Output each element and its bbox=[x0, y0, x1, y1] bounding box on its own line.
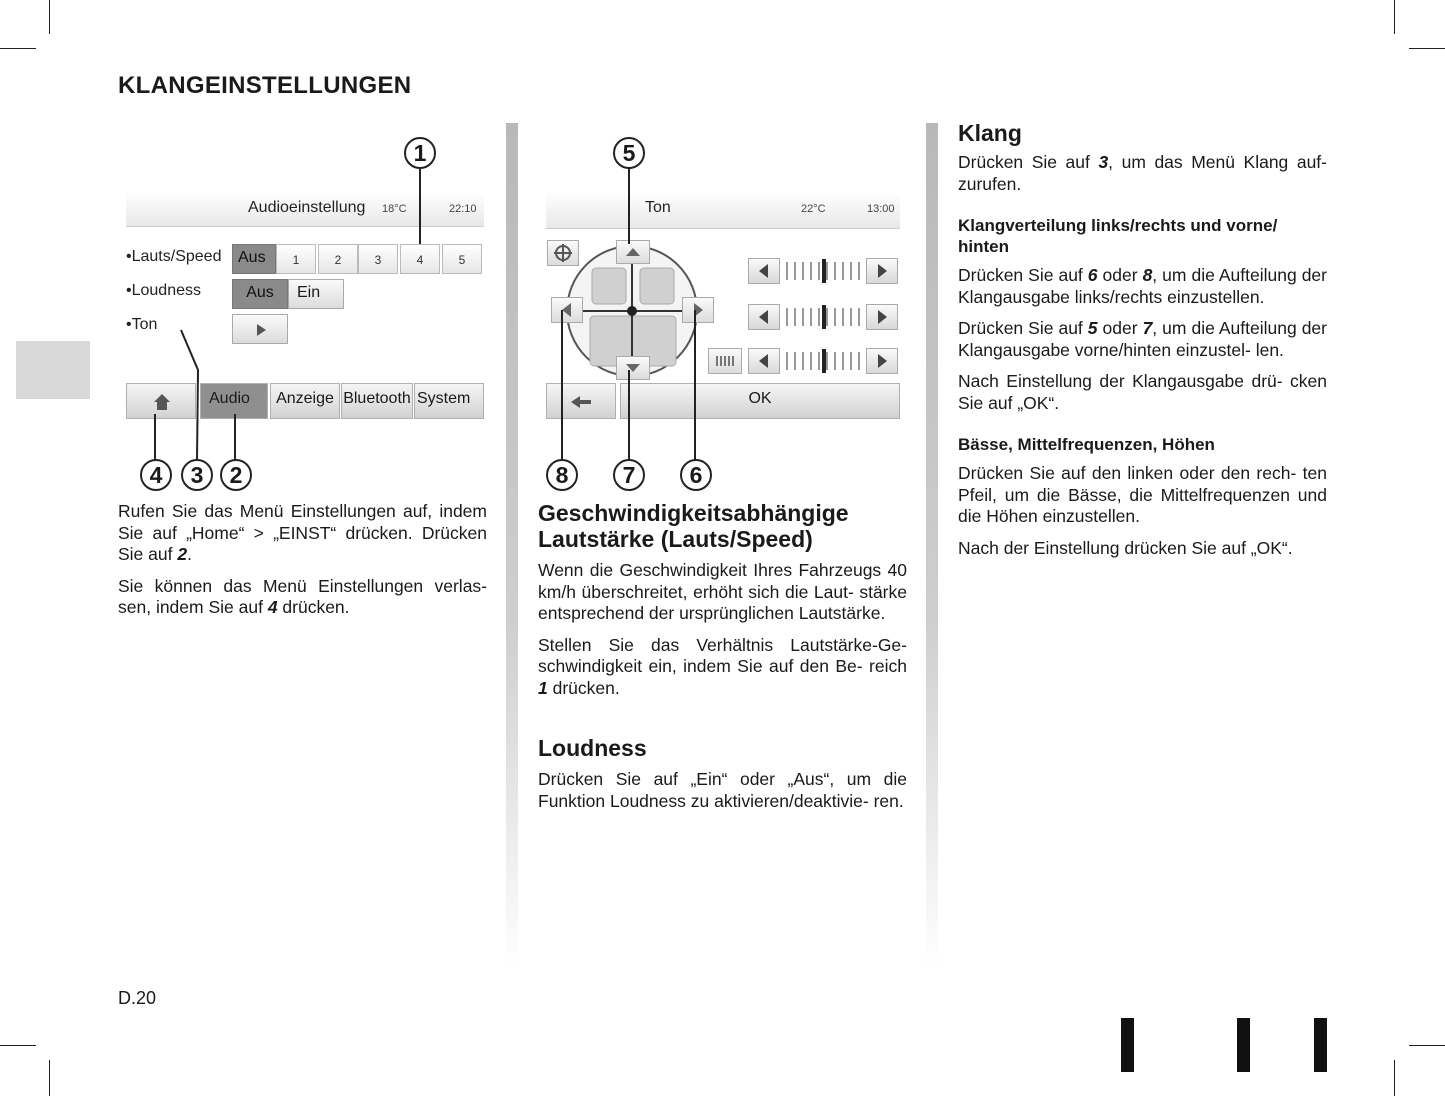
paragraph: Nach Einstellung der Klangausgabe drü- cken Sie auf „OK“. bbox=[958, 371, 1327, 413]
callout-1: 1 bbox=[404, 137, 436, 169]
reference-number: 4 bbox=[267, 597, 278, 617]
text-run: Drücken Sie auf bbox=[958, 152, 1099, 172]
row-label-loudness: •Loudness bbox=[126, 282, 201, 299]
paragraph bbox=[958, 152, 1327, 195]
text-run: , um die Aufteilung der Klangausgabe vorne/hinten einzustel- len. bbox=[958, 318, 1327, 360]
callout-3: 3 bbox=[181, 459, 213, 491]
subheading: Bässe, Mittelfrequenzen, Höhen bbox=[958, 435, 1215, 454]
clock-readout: 22:10 bbox=[449, 203, 477, 215]
lauts-speed-off-button[interactable]: Aus bbox=[232, 244, 276, 274]
print-registration-bar bbox=[1314, 1018, 1327, 1072]
paragraph bbox=[538, 635, 907, 700]
text-run: Drücken Sie auf bbox=[958, 318, 1088, 338]
text-run: oder bbox=[1097, 318, 1143, 338]
tab-system[interactable]: System bbox=[414, 383, 484, 419]
heading-line: Geschwindigkeitsabhängige bbox=[538, 500, 849, 526]
section-heading: Loudness bbox=[538, 735, 647, 761]
paragraph bbox=[958, 265, 1327, 308]
section-heading: Klang bbox=[958, 120, 1022, 146]
lauts-speed-level-3[interactable]: 3 bbox=[358, 244, 398, 274]
clock-readout: 13:00 bbox=[867, 203, 895, 215]
callout-2: 2 bbox=[220, 459, 252, 491]
paragraph: Wenn die Geschwindigkeit Ihres Fahrzeugs 40 km/h überschreitet, erhöht sich die Laut- stärke entsprechend der ursprünglichen Lautstärke. bbox=[538, 560, 907, 623]
paragraph: Nach der Einstellung drücken Sie auf „OK“. bbox=[958, 537, 1293, 558]
text-run: , um die Aufteilung der Klangausgabe links/rechts einzustellen. bbox=[958, 265, 1327, 307]
reference-number: 1 bbox=[538, 677, 548, 698]
crop-mark bbox=[1409, 48, 1445, 49]
crop-mark bbox=[0, 1045, 36, 1046]
text-run: drücken. bbox=[277, 597, 350, 617]
text-run: Stellen Sie das Verhältnis Lautstärke-Ge- schwindigkeit ein, indem Sie auf den Be- reich bbox=[538, 634, 907, 676]
section-heading bbox=[538, 500, 907, 552]
text-run: Drücken Sie auf bbox=[958, 265, 1088, 285]
ok-button[interactable]: OK bbox=[620, 383, 900, 419]
page-number: D.20 bbox=[118, 988, 157, 1008]
column-1-text bbox=[118, 501, 487, 629]
callout-7: 7 bbox=[613, 459, 645, 491]
reference-number: 7 bbox=[1142, 318, 1153, 338]
tab-bluetooth[interactable]: Bluetooth bbox=[341, 383, 413, 419]
crop-mark bbox=[1409, 1045, 1445, 1046]
lauts-speed-level-4[interactable]: 4 bbox=[400, 244, 440, 274]
text-run: . bbox=[187, 544, 192, 564]
text-run: oder bbox=[1097, 265, 1143, 285]
lauts-speed-level-2[interactable]: 2 bbox=[318, 244, 358, 274]
crop-mark bbox=[1394, 0, 1395, 34]
paragraph: Drücken Sie auf den linken oder den rech- ten Pfeil, um die Bässe, die Mittelfrequenzen und die Höhen einzustellen. bbox=[958, 463, 1327, 526]
callout-6: 6 bbox=[680, 459, 712, 491]
callout-leader-lines bbox=[0, 0, 506, 500]
reference-number: 8 bbox=[1142, 265, 1153, 285]
temperature-readout: 18°C bbox=[382, 203, 407, 215]
loudness-on-button[interactable]: Ein bbox=[288, 279, 344, 309]
crop-mark bbox=[1394, 1060, 1395, 1096]
row-label-ton: •Ton bbox=[126, 316, 158, 333]
reference-number: 5 bbox=[1087, 318, 1098, 338]
tab-audio[interactable]: Audio bbox=[200, 383, 268, 419]
text-run: Sie können das Menü Einstellungen verlas- sen, indem Sie auf bbox=[118, 575, 487, 617]
reference-number: 3 bbox=[1098, 152, 1109, 172]
subheading: Klangverteilung links/rechts und vorne/ hinten bbox=[958, 216, 1278, 256]
paragraph bbox=[118, 576, 487, 619]
paragraph bbox=[958, 318, 1327, 361]
text-run: , um das Menü Klang auf- zurufen. bbox=[958, 152, 1327, 194]
screen-header-title: Ton bbox=[645, 199, 671, 216]
row-label-lauts-speed: •Lauts/Speed bbox=[126, 248, 222, 265]
row-label-text: Loudness bbox=[131, 282, 201, 299]
column-divider bbox=[926, 123, 938, 968]
lauts-speed-level-1[interactable]: 1 bbox=[276, 244, 316, 274]
tab-anzeige[interactable]: Anzeige bbox=[270, 383, 340, 419]
loudness-off-button[interactable]: Aus bbox=[232, 279, 288, 309]
callout-leader-lines bbox=[506, 0, 926, 500]
callout-8: 8 bbox=[546, 459, 578, 491]
callout-5: 5 bbox=[613, 137, 645, 169]
heading-line: Lautstärke (Lauts/Speed) bbox=[538, 526, 813, 552]
row-label-text: Ton bbox=[131, 316, 158, 333]
print-registration-bar bbox=[1121, 1018, 1134, 1072]
crop-mark bbox=[49, 1060, 50, 1096]
reference-number: 2 bbox=[177, 544, 188, 564]
lauts-speed-level-5[interactable]: 5 bbox=[442, 244, 482, 274]
screen-header-title: Audioeinstellung bbox=[248, 199, 366, 216]
column-2-text bbox=[538, 500, 907, 822]
column-3-text bbox=[958, 120, 1327, 569]
print-registration-bar bbox=[1237, 1018, 1250, 1072]
paragraph: Drücken Sie auf „Ein“ oder „Aus“, um die Funktion Loudness zu aktivieren/deaktivie- ren. bbox=[538, 769, 907, 811]
temperature-readout: 22°C bbox=[801, 203, 826, 215]
reference-number: 6 bbox=[1087, 265, 1098, 285]
paragraph bbox=[118, 501, 487, 566]
page-title: KLANGEINSTELLUNGEN bbox=[118, 72, 412, 99]
row-label-text: Lauts/Speed bbox=[131, 248, 222, 265]
text-run: drücken. bbox=[547, 677, 620, 698]
text-run: Rufen Sie das Menü Einstellungen auf, indem Sie auf „Home“ > „EINST“ drücken. Drücken Sie auf bbox=[118, 501, 487, 564]
callout-4: 4 bbox=[140, 459, 172, 491]
